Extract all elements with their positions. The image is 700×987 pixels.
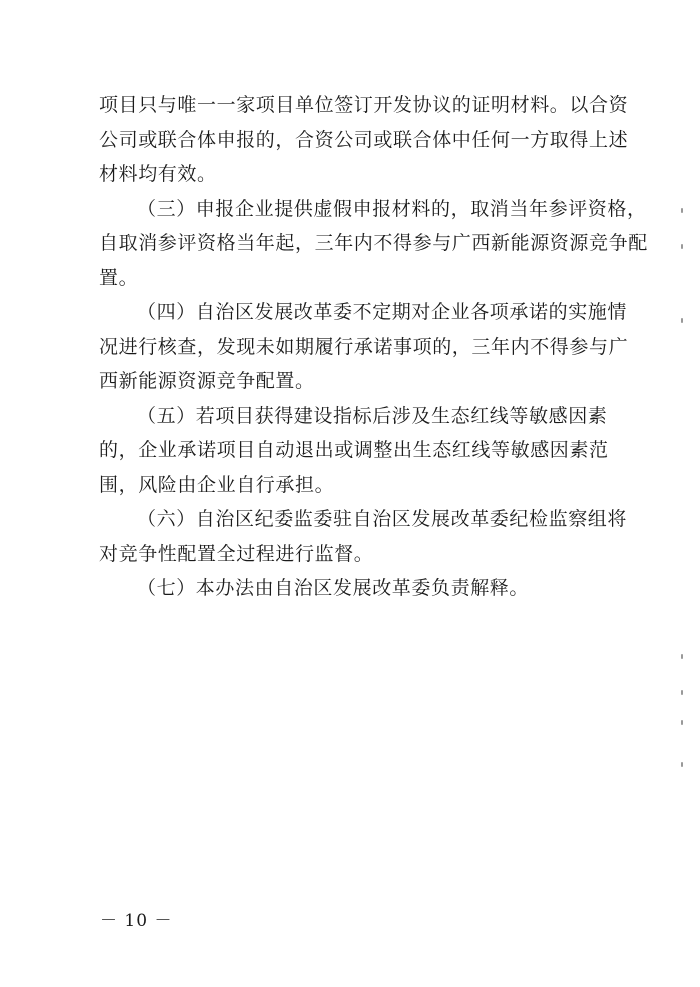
paragraph-3 bbox=[99, 192, 648, 296]
page-number: － 10 － bbox=[100, 911, 173, 931]
scan-speck bbox=[681, 208, 683, 213]
text-line: （七）本办法由自治区发展改革委负责解释。 bbox=[137, 577, 530, 599]
scan-speck bbox=[681, 654, 683, 659]
paragraph-continuation bbox=[99, 88, 629, 192]
paragraph-4 bbox=[99, 295, 629, 399]
text-line: 西新能源资源竞争配置。 bbox=[99, 370, 315, 392]
scan-speck bbox=[681, 244, 683, 249]
scan-speck bbox=[681, 690, 683, 695]
text-line: 材料均有效。 bbox=[99, 163, 217, 185]
text-line: （四）自治区发展改革委不定期对企业各项承诺的实施情 bbox=[137, 301, 628, 323]
paragraph-5 bbox=[99, 399, 609, 503]
text-line: 围，风险由企业自行承担。 bbox=[99, 473, 335, 496]
scan-speck bbox=[681, 762, 683, 767]
scan-speck bbox=[681, 318, 683, 323]
text-line: （五）若项目获得建设指标后涉及生态红线等敏感因素 bbox=[137, 404, 608, 427]
paragraph-6 bbox=[99, 502, 628, 571]
body-text bbox=[99, 88, 648, 606]
text-line: 项目只与唯一一家项目单位签订开发协议的证明材料。以合资 bbox=[99, 94, 629, 116]
text-line: 自取消参评资格当年起，三年内不得参与广西新能源资源竞争配 bbox=[99, 232, 648, 254]
text-line: 公司或联合体申报的，合资公司或联合体中任何一方取得上述 bbox=[99, 128, 629, 151]
text-line: 的，企业承诺项目自动退出或调整出生态红线等敏感因素范 bbox=[99, 439, 609, 461]
text-line: 置。 bbox=[99, 266, 139, 289]
scan-speck bbox=[681, 720, 683, 725]
text-line: 况进行核查，发现未如期履行承诺事项的，三年内不得参与广 bbox=[99, 335, 629, 358]
text-line: （六）自治区纪委监委驻自治区发展改革委纪检监察组将 bbox=[137, 508, 628, 530]
paragraph-7 bbox=[99, 571, 609, 606]
text-line: （三）申报企业提供虚假申报材料的，取消当年参评资格， bbox=[137, 197, 647, 220]
text-line: 对竞争性配置全过程进行监督。 bbox=[99, 542, 374, 565]
